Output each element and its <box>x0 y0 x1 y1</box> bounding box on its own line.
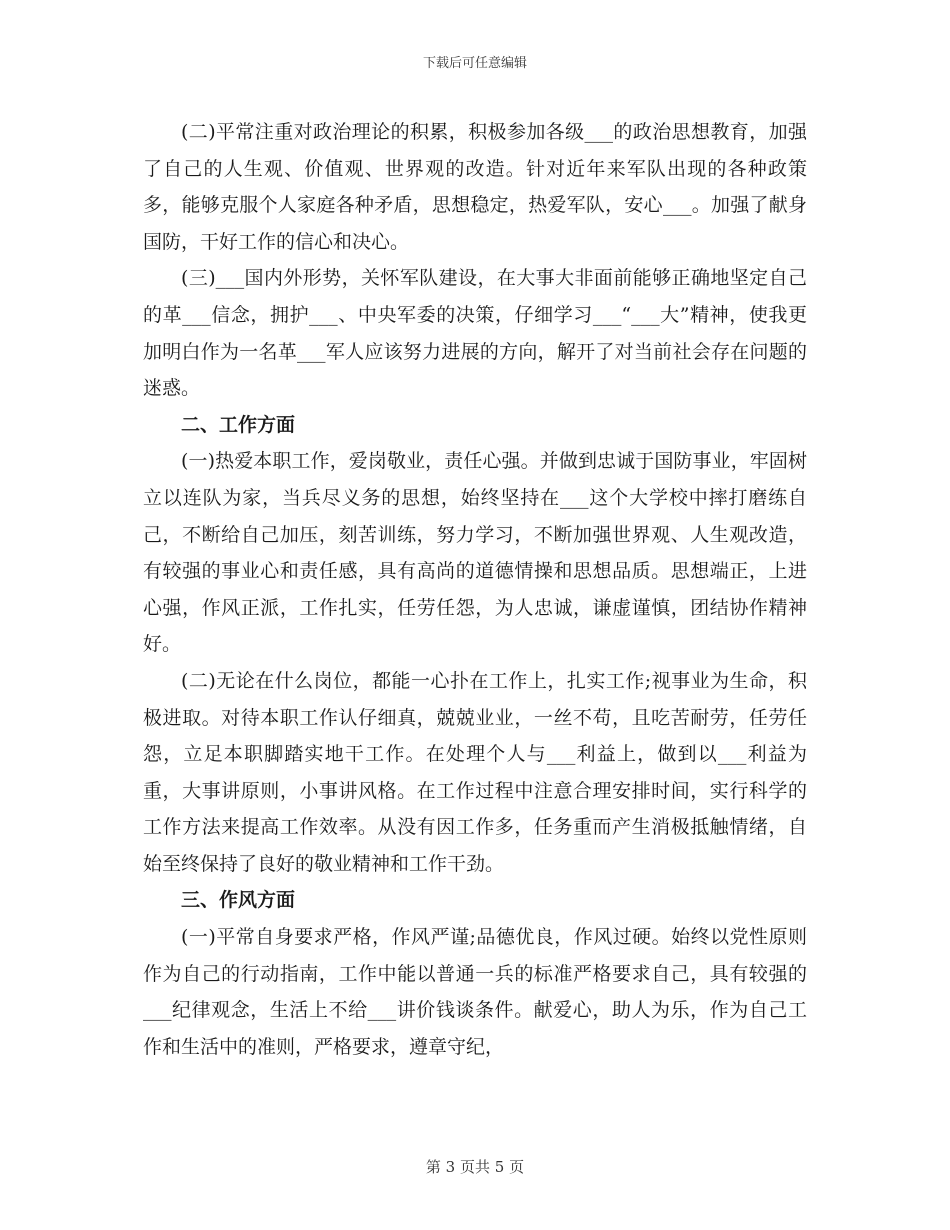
paragraph-strict-discipline: (一)平常自身要求严格，作风严谨;品德优良，作风过硬。始终以党性原则作为自己的行动指南，工作中能以普通一兵的标准严格要求自己，具有较强的___纪律观念，生活上不给___讲价钱谈条件。献爱心，助人为乐，作为自己工作和生活中的准则，严格要求，遵章守纪， <box>143 926 807 1058</box>
section-heading-style: 三、作风方面 <box>181 889 296 912</box>
section-heading-work: 二、工作方面 <box>181 413 296 436</box>
paragraph-dedication: (二)无论在什么岗位，都能一心扑在工作上，扎实工作;视事业为生命，积极进取。对待本职工作认仔细真，兢兢业业，一丝不苟，且吃苦耐劳，任劳任怨，立足本职脚踏实地干工作。在处理个人与___利益上，做到以___利益为重，大事讲原则，小事讲风格。在工作过程中注意合理安排时间，实行科学的工作方法来提高工作效率。从没有因工作多，任务重而产生消极抵触情绪，自始至终保持了良好的敬业精神和工作干劲。 <box>143 669 807 875</box>
paragraph-love-job: (一)热爱本职工作，爱岗敬业，责任心强。并做到忠诚于国防事业，牢固树立以连队为家，当兵尽义务的思想，始终坚持在___这个大学校中摔打磨练自己，不断给自己加压，刻苦训练，努力学习，不断加强世界观、人生观改造，有较强的事业心和责任感，具有高尚的道德情操和思想品质。思想端正，上进心强，作风正派，工作扎实，任劳任怨，为人忠诚，谦虚谨慎，团结协作精神好。 <box>143 450 807 656</box>
paragraph-politics-theory: (二)平常注重对政治理论的积累，积极参加各级___的政治思想教育，加强了自己的人生观、价值观、世界观的改造。针对近年来军队出现的各种政策多，能够克服个人家庭各种矛盾，思想稳定，热爱军队，安心___。加强了献身国防，干好工作的信心和决心。 <box>143 121 807 253</box>
document-body <box>143 114 807 1065</box>
page-header: 下载后可任意编辑 <box>422 56 527 71</box>
page-footer: 第 3 页共 5 页 <box>425 1158 525 1176</box>
paragraph-domestic-situation: (三)___国内外形势，关怀军队建设，在大事大非面前能够正确地坚定自己的革___信念，拥护___、中央军委的决策，仔细学习___“___大”精神，使我更加明白作为一名革___军人应该努力进展的方向，解开了对当前社会存在问题的迷惑。 <box>143 267 807 400</box>
